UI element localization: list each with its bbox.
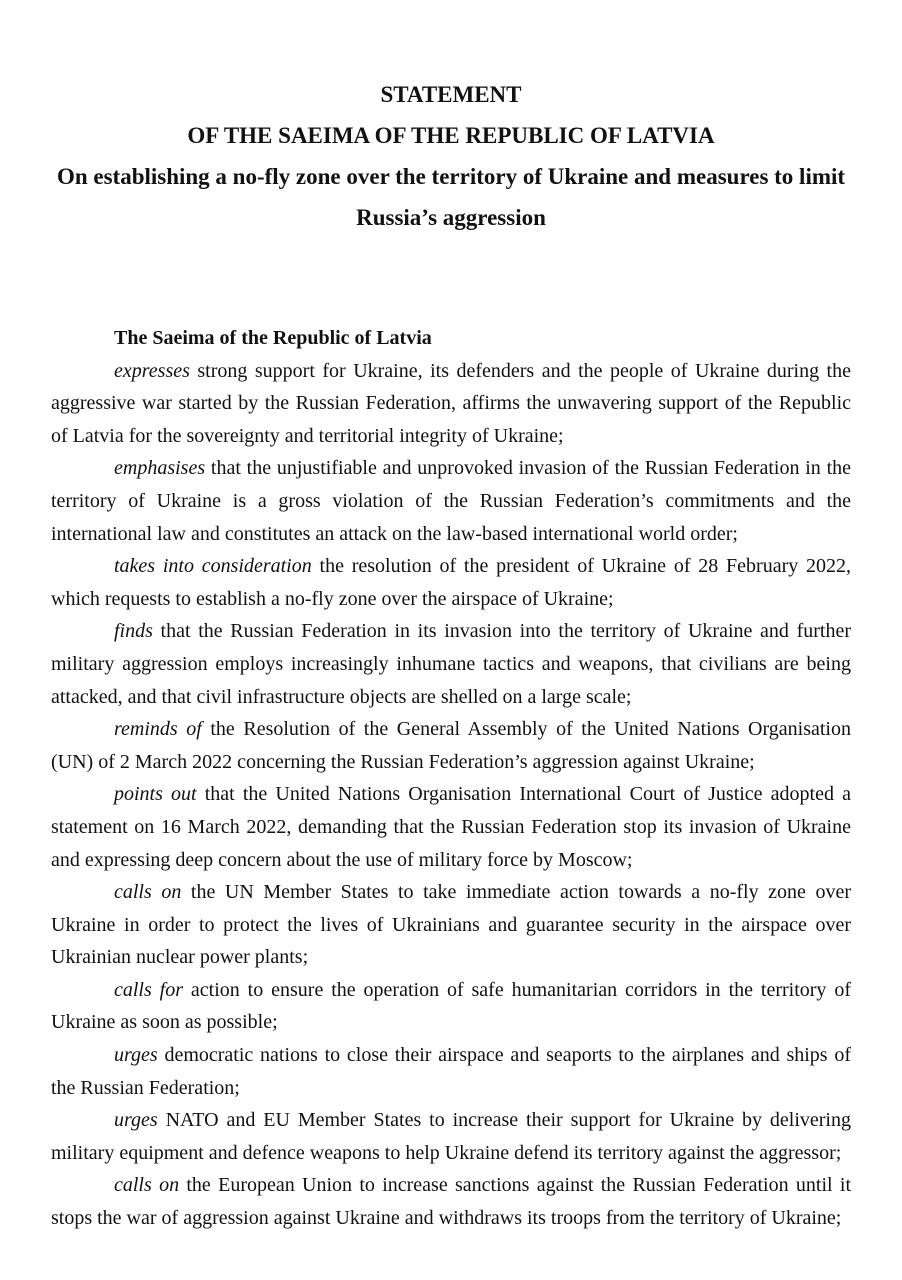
paragraph-points-out: [51, 778, 851, 876]
paragraph-text: that the unjustifiable and unprovoked invasion of the Russian Federation in the territory of Ukraine is a gross violation of the Russian Federation’s commitments and the international law and constitutes an attack on the law-based international world order;: [51, 457, 851, 545]
paragraph-lead: emphasises: [114, 457, 206, 480]
paragraph-text: the UN Member States to take immediate action towards a no-fly zone over Ukraine in order to protect the lives of Ukrainians and guarantee security in the airspace over Ukrainian nuclear power plants;: [51, 881, 851, 969]
paragraph-lead: calls on: [114, 881, 182, 904]
paragraph-text: the European Union to increase sanctions against the Russian Federation until it stops the war of aggression against Ukraine and withdraws its troops from the territory of Ukraine;: [51, 1174, 851, 1230]
paragraph-lead: reminds of: [114, 718, 202, 741]
paragraph-reminds-of: [51, 713, 851, 778]
paragraph-lead: finds: [114, 620, 153, 643]
paragraph-text: that the United Nations Organisation International Court of Justice adopted a statement on 16 March 2022, demanding that the Russian Federation stop its invasion of Ukraine and expressing deep concern about the use of military force by Moscow;: [51, 783, 851, 871]
paragraph-urges-nato-eu: [51, 1104, 851, 1169]
paragraph-takes-into-consideration: [51, 550, 851, 615]
paragraph-text: that the Russian Federation in its invasion into the territory of Ukraine and further military aggression employs increasingly inhumane tactics and weapons, that civilians are being attacked, and that civil infrastructure objects are shelled on a large scale;: [51, 620, 851, 708]
paragraph-text: NATO and EU Member States to increase their support for Ukraine by delivering military equipment and defence weapons to help Ukraine defend its territory against the aggressor;: [51, 1109, 851, 1164]
paragraph-calls-for: [51, 974, 851, 1039]
paragraph-text: action to ensure the operation of safe humanitarian corridors in the territory of Ukraine as soon as possible;: [51, 978, 851, 1034]
paragraph-emphasises: [51, 452, 851, 550]
paragraph-finds: [51, 615, 851, 713]
statement-title: STATEMENT: [380, 82, 522, 107]
paragraph-expresses: [51, 355, 851, 453]
document-header: [51, 74, 851, 238]
statement-issuer: OF THE SAEIMA OF THE REPUBLIC OF LATVIA: [187, 123, 715, 148]
paragraph-text: the Resolution of the General Assembly of the United Nations Organisation (UN) of 2 March 2022 concerning the Russian Federation’s aggression against Ukraine;: [51, 718, 851, 773]
paragraph-lead: takes into consideration: [114, 555, 312, 578]
paragraph-lead: urges: [114, 1109, 158, 1132]
paragraph-calls-on-eu: [51, 1169, 851, 1234]
paragraph-text: democratic nations to close their airspace and seaports to the airplanes and ships of the Russian Federation;: [51, 1044, 851, 1099]
paragraph-lead: expresses: [114, 359, 190, 382]
paragraph-calls-on-un: [51, 876, 851, 974]
paragraph-lead: calls on: [114, 1174, 180, 1197]
paragraph-urges-democratic-nations: [51, 1039, 851, 1104]
paragraph-text: strong support for Ukraine, its defenders and the people of Ukraine during the aggressive war started by the Russian Federation, affirms the unwavering support of the Republic of Latvia for the sovereignty and territorial integrity of Ukraine;: [51, 359, 851, 447]
document-body: [51, 322, 851, 1235]
paragraph-lead: calls for: [114, 978, 184, 1001]
paragraph-lead: points out: [114, 783, 197, 806]
paragraph-text: the resolution of the president of Ukraine of 28 February 2022, which requests to establish a no-fly zone over the airspace of Ukraine;: [51, 555, 851, 610]
intro-line: The Saeima of the Republic of Latvia: [114, 327, 432, 349]
paragraph-lead: urges: [114, 1044, 158, 1067]
statement-subject: On establishing a no-fly zone over the territory of Ukraine and measures to limit Russia’s aggression: [56, 164, 846, 230]
